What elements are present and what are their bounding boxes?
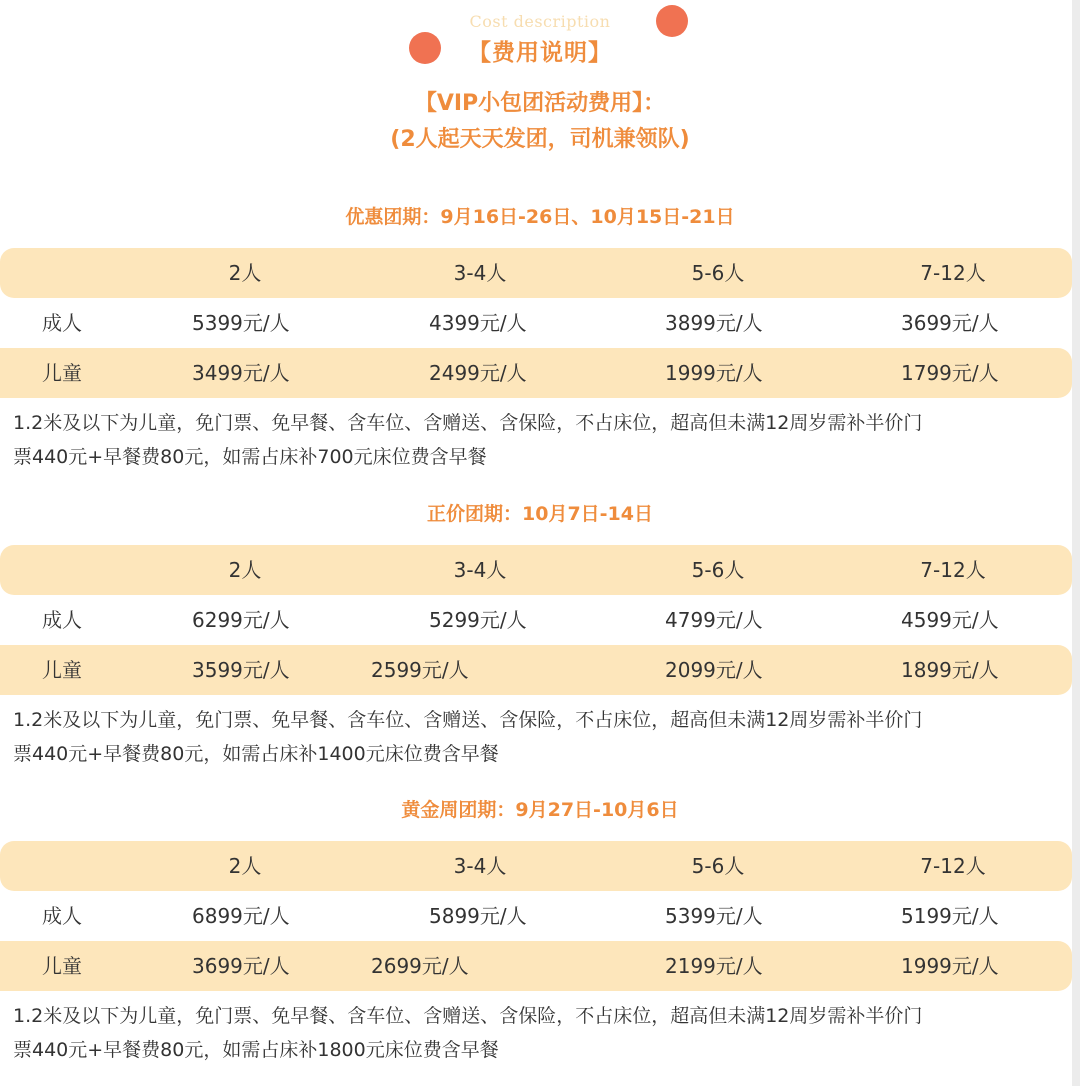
price-cell: 5899元/人 <box>429 904 527 928</box>
header-cell: 5-6人 <box>691 854 745 878</box>
price-cell: 6899元/人 <box>192 904 290 928</box>
row-label: 成人 <box>42 608 82 632</box>
note-line: 票440元+早餐费80元，如需占床补1800元床位费含早餐 <box>13 1039 499 1061</box>
note-line: 票440元+早餐费80元，如需占床补700元床位费含早餐 <box>13 446 487 468</box>
note-line: 1.2米及以下为儿童，免门票、免早餐、含车位、含赠送、含保险，不占床位，超高但未满12周岁需补半价门 <box>13 1005 923 1027</box>
header-cell: 2人 <box>228 854 262 878</box>
row-label: 儿童 <box>42 658 82 682</box>
note-line: 票440元+早餐费80元，如需占床补1400元床位费含早餐 <box>13 743 499 765</box>
price-cell: 3499元/人 <box>192 361 290 385</box>
price-cell: 2699元/人 <box>371 954 469 978</box>
price-cell: 3699元/人 <box>901 311 999 335</box>
header-cell: 3-4人 <box>453 558 507 582</box>
price-cell: 5399元/人 <box>665 904 763 928</box>
price-cell: 1899元/人 <box>901 658 999 682</box>
row-label: 儿童 <box>42 954 82 978</box>
vip-subtitle: (2人起天天发团，司机兼领队) <box>390 127 690 152</box>
price-cell: 1999元/人 <box>901 954 999 978</box>
price-cell: 2099元/人 <box>665 658 763 682</box>
page-title: 【费用说明】 <box>468 40 612 66</box>
header-cell: 7-12人 <box>920 261 986 285</box>
price-cell: 4599元/人 <box>901 608 999 632</box>
price-cell: 2599元/人 <box>371 658 469 682</box>
header-cell: 5-6人 <box>691 261 745 285</box>
header-cell: 3-4人 <box>453 854 507 878</box>
price-cell: 1999元/人 <box>665 361 763 385</box>
child-note <box>13 703 1063 771</box>
price-cell: 3699元/人 <box>192 954 290 978</box>
adult-row <box>0 891 1072 941</box>
table-header-row <box>0 248 1072 298</box>
table-header-row <box>0 841 1072 891</box>
subtitle-en: Cost description <box>469 12 611 31</box>
period-title: 优惠团期：9月16日-26日、10月15日-21日 <box>345 206 735 228</box>
cost-header <box>0 0 1080 190</box>
price-cell: 6299元/人 <box>192 608 290 632</box>
adult-row <box>0 298 1072 348</box>
price-cell: 5299元/人 <box>429 608 527 632</box>
price-cell: 4799元/人 <box>665 608 763 632</box>
note-line: 1.2米及以下为儿童，免门票、免早餐、含车位、含赠送、含保险，不占床位，超高但未满12周岁需补半价门 <box>13 412 923 434</box>
period-title: 正价团期：10月7日-14日 <box>427 503 653 525</box>
row-label: 成人 <box>42 311 82 335</box>
child-row <box>0 941 1072 991</box>
table-header-row <box>0 545 1072 595</box>
note-line: 1.2米及以下为儿童，免门票、免早餐、含车位、含赠送、含保险，不占床位，超高但未满12周岁需补半价门 <box>13 709 923 731</box>
child-row <box>0 348 1072 398</box>
price-cell: 2199元/人 <box>665 954 763 978</box>
header-cell: 2人 <box>228 558 262 582</box>
price-cell: 4399元/人 <box>429 311 527 335</box>
price-cell: 5399元/人 <box>192 311 290 335</box>
price-cell: 5199元/人 <box>901 904 999 928</box>
period-title: 黄金周团期：9月27日-10月6日 <box>401 799 679 821</box>
row-label: 儿童 <box>42 361 82 385</box>
header-cell: 7-12人 <box>920 558 986 582</box>
header-cell: 3-4人 <box>453 261 507 285</box>
row-label: 成人 <box>42 904 82 928</box>
child-note <box>13 999 1063 1067</box>
adult-row <box>0 595 1072 645</box>
header-cell: 5-6人 <box>691 558 745 582</box>
header-cell: 2人 <box>228 261 262 285</box>
price-cell: 3599元/人 <box>192 658 290 682</box>
header-cell: 7-12人 <box>920 854 986 878</box>
vip-title: 【VIP小包团活动费用】： <box>414 91 666 116</box>
child-row <box>0 645 1072 695</box>
child-note <box>13 406 1063 474</box>
price-cell: 1799元/人 <box>901 361 999 385</box>
price-cell: 2499元/人 <box>429 361 527 385</box>
price-cell: 3899元/人 <box>665 311 763 335</box>
